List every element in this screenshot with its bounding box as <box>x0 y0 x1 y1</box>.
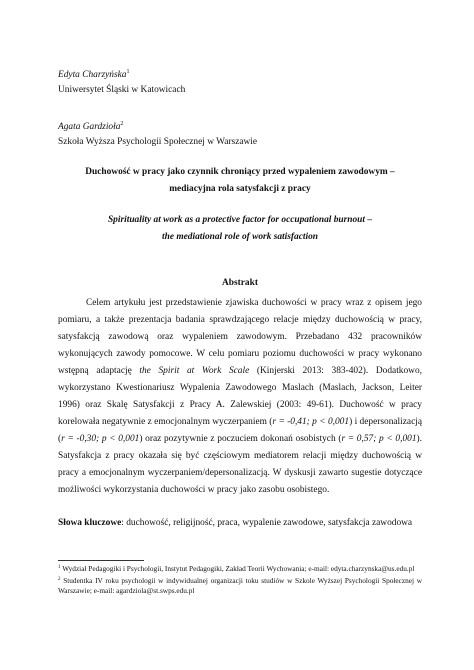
title-polish-line-1: Duchowość w pracy jako czynnik chroniący przed wypaleniem zawodowym – <box>85 167 395 177</box>
author-1 <box>58 68 422 98</box>
footnote-1-mark: 1 <box>58 565 61 570</box>
title-english-line-1: Spirituality at work as a protective factor for occupational burnout – <box>107 215 373 225</box>
footnote-divider <box>58 560 144 561</box>
abstract-part-3: ) i depersonalizacją ( <box>58 417 423 444</box>
author-1-name-line <box>58 68 422 83</box>
keywords-label: Słowa kluczowe <box>58 518 122 528</box>
abstract-part-4: ) oraz pozytywnie z poczuciem dokonań osobistych ( <box>139 434 342 444</box>
abstract-stat-2: r = -0,30; p < 0,001 <box>61 434 140 444</box>
abstract-heading: Abstrakt <box>222 278 258 288</box>
abstract-part-5: ). Satysfakcja z pracy okazała się być częściowym mediatorem relacji między duchowością w pracy a emocjonalnym wyczerpaniem/depersonalizacją. W dyskusji zawarto sugestie dotyczące możliwości wykorzystania duchowości w pracy jako zasobu osobistego. <box>58 434 422 495</box>
keywords <box>58 516 428 531</box>
title-polish <box>58 164 422 198</box>
author-2-affiliation: Szkoła Wyższa Psychologii Społecznej w Warszawie <box>58 137 258 147</box>
author-1-footnote-mark: 1 <box>126 69 130 75</box>
abstract-stat-3: r = 0,57; p < 0,001 <box>341 434 417 444</box>
abstract-part-1: Celem artykułu jest przedstawienie zjawiska duchowości w pracy wraz z opisem jego pomiaru, a także prezentacja badania sprawdzającego relacje między duchowością w pracy, satysfakcją zawodową oraz wypaleniem zawodowym. Przebadano 432 pracowników wykonujących zawody pomocowe. W celu pomiaru poziomu duchowości w pracy wykonano wstępną adaptację <box>58 298 422 376</box>
author-2 <box>58 120 422 150</box>
abstract-stat-1: r = -0,41; p < 0,001 <box>272 417 350 427</box>
author-1-affiliation: Uniwersytet Śląski w Katowicach <box>58 85 186 95</box>
footnote-2 <box>58 576 422 597</box>
author-1-name: Edyta Charzyńska <box>58 70 127 80</box>
abstract-text <box>58 295 422 499</box>
title-polish-line-2: mediacyjna rola satysfakcji z pracy <box>169 184 311 194</box>
abstract-part-2: (Kinjerski 2013: 383-402). Dodatkowo, wykorzystano Kwestionariusz Wypalenia Zawodowego Maslach (Maslach, Jackson, Leiter 1996) oraz Skalę Satysfakcji z Pracy A. Zalewskiej (2003: 49-61). Duchowość w pracy korelowała negatywnie z emocjonalnym wyczerpaniem ( <box>58 366 422 427</box>
footnotes <box>58 564 422 598</box>
footnote-2-text: Studentka IV roku psychologii w indywidualnej organizacji toku studiów w Szkole Wyższej Psychologii Społecznej w Warszawie; e-mail: agardziola@st.swps.edu.pl <box>58 575 422 595</box>
title-english <box>58 212 422 246</box>
footnote-2-mark: 2 <box>58 576 61 582</box>
footnote-1 <box>58 564 422 575</box>
author-block <box>58 68 422 172</box>
author-2-footnote-mark: 2 <box>120 121 124 127</box>
author-2-name-line <box>58 120 422 135</box>
footnote-1-text: Wydział Pedagogiki i Psychologii, Instytut Pedagogiki, Zakład Teorii Wychowania; e-mail: edyta.charzynska@us.edu.pl <box>60 564 415 573</box>
title-english-line-2: the mediational role of work satisfaction <box>162 232 318 242</box>
abstract-scale-name: the Spirit at Work Scale <box>139 366 250 376</box>
author-2-name: Agata Gardzioła <box>58 122 121 132</box>
keywords-text: : duchowość, religijność, praca, wypalenie zawodowe, satysfakcja zawodowa <box>121 518 413 528</box>
